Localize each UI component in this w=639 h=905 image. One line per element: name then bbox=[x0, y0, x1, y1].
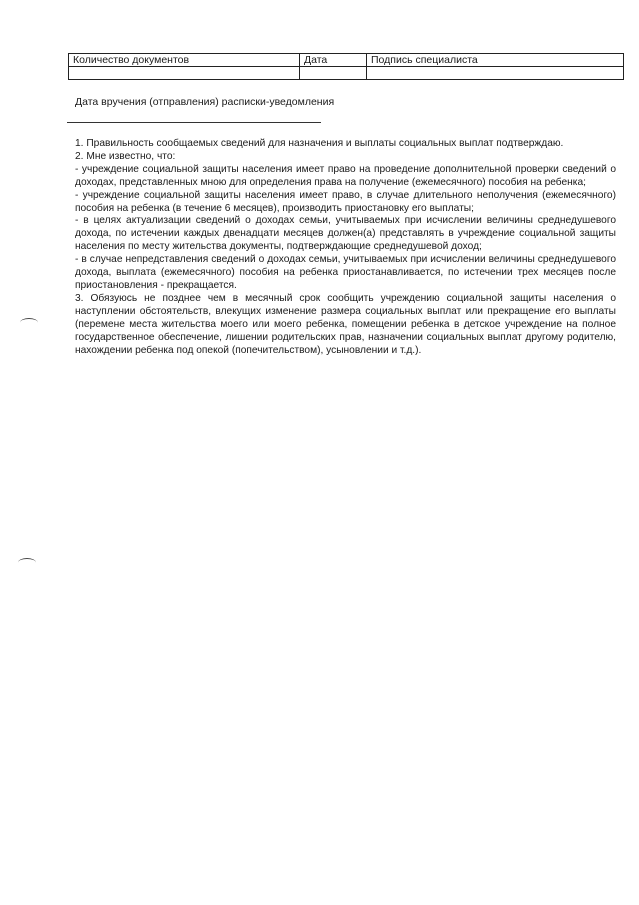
declaration-text bbox=[75, 138, 616, 357]
hole-punch-mark bbox=[20, 318, 38, 327]
paragraph-suspension-right: - учреждение социальной защиты населения имеет право, в случае длительного неполучения (ежемесячного) пособия на ребенка (в течение 6 месяцев), производить приостановку его выплаты; bbox=[75, 189, 616, 214]
table-row bbox=[69, 67, 624, 80]
documents-table bbox=[68, 53, 624, 80]
paragraph-nonsubmission: - в случае непредставления сведений о доходах семьи, учитываемых при исчислении величины среднедушевого дохода, выплата (ежемесячного) пособия на ребенка приостанавливается, по истечении трех месяцев после приостановления - прекращается. bbox=[75, 254, 616, 291]
paragraph-aware-intro: 2. Мне известно, что: bbox=[75, 150, 176, 162]
cell-documents-count bbox=[69, 67, 300, 80]
paragraph-verification-right: - учреждение социальной защиты населения имеет право на проведение дополнительной проверки сведений о доходах, представленных мною для определения права на получение (ежемесячного) пособия на ребенка; bbox=[75, 163, 616, 188]
paragraph-confirmation: 1. Правильность сообщаемых сведений для назначения и выплаты социальных выплат подтверждаю. bbox=[75, 138, 564, 149]
cell-date bbox=[300, 67, 367, 80]
hole-punch-mark bbox=[18, 558, 36, 567]
delivery-date-line bbox=[67, 122, 321, 123]
header-specialist-signature: Подпись специалиста bbox=[367, 54, 624, 67]
cell-specialist-signature bbox=[367, 67, 624, 80]
paragraph-income-update: - в целях актуализации сведений о доходах семьи, учитываемых при исчислении величины среднедушевого дохода, по истечении каждых двенадцати месяцев должен(а) представлять в учреждение социальной защиты населения по месту жительства документы, подтверждающие среднедушевой доход; bbox=[75, 215, 616, 253]
delivery-date-label: Дата вручения (отправления) расписки-уведомления bbox=[75, 96, 335, 108]
header-date: Дата bbox=[300, 54, 367, 67]
table-header-row bbox=[69, 54, 624, 67]
paragraph-obligation: 3. Обязуюсь не позднее чем в месячный срок сообщить учреждению социальной защиты населения о наступлении обстоятельств, влекущих изменение размера социальных выплат или прекращение его выплаты (перемене места жительства моего или моего ребенка, помещении ребенка в детское учреждение на полное государственное обеспечение, лишении родительских прав, назначении социальных выплат другому родителю, нахождении ребенка под опекой (попечительством), усыновлении и т.д.). bbox=[75, 292, 616, 356]
header-documents-count: Количество документов bbox=[69, 54, 300, 67]
